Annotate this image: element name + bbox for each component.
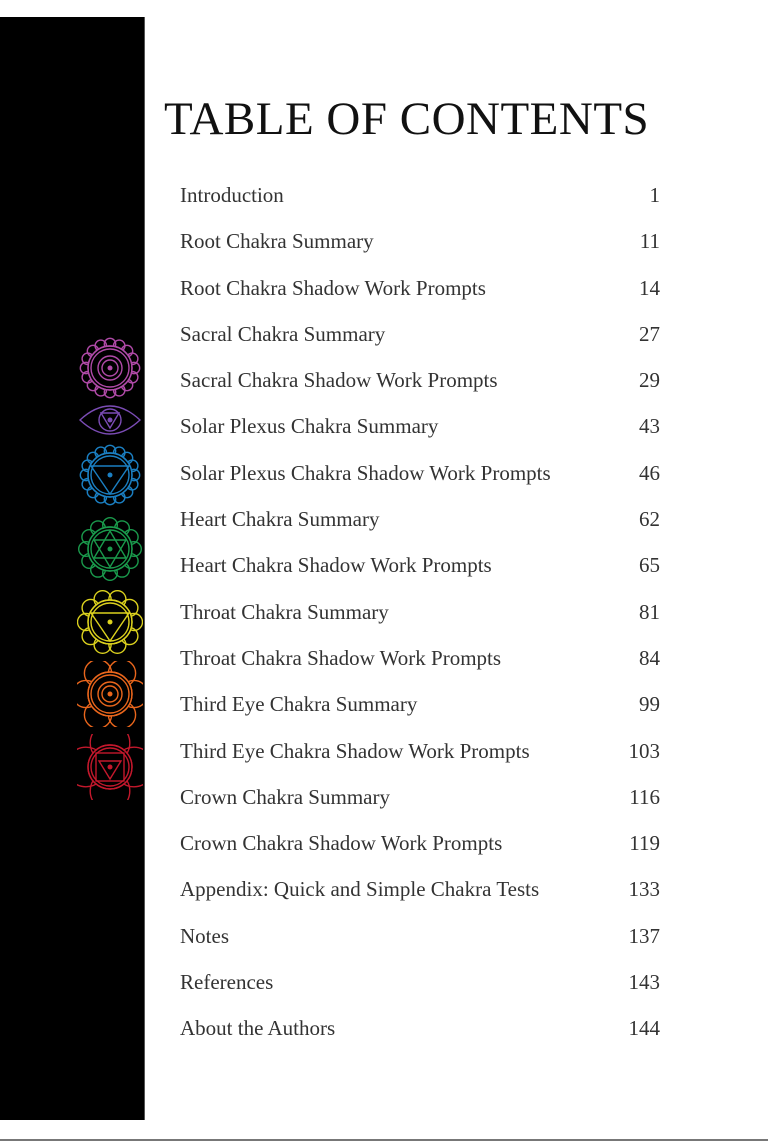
table-of-contents <box>180 180 660 1060</box>
toc-entry-label: Solar Plexus Chakra Shadow Work Prompts <box>180 460 551 485</box>
toc-entry-label: Sacral Chakra Summary <box>180 321 386 346</box>
toc-entry-label: Heart Chakra Summary <box>180 507 380 532</box>
toc-entry-label: Appendix: Quick and Simple Chakra Tests <box>180 877 540 902</box>
toc-entry-page: 27 <box>639 321 660 346</box>
toc-entry-label: Root Chakra Shadow Work Prompts <box>180 275 486 300</box>
sacral-chakra-icon <box>77 661 143 727</box>
toc-entry[interactable] <box>180 874 660 920</box>
toc-entry-page: 133 <box>628 877 660 902</box>
page-title: TABLE OF CONTENTS <box>164 93 650 145</box>
toc-entry-page: 11 <box>639 229 660 254</box>
toc-entry[interactable] <box>180 921 660 967</box>
toc-entry-label: Throat Chakra Summary <box>180 599 389 624</box>
toc-entry-page: 84 <box>639 645 660 670</box>
toc-entry-label: About the Authors <box>180 1016 336 1041</box>
toc-entry[interactable] <box>180 273 660 319</box>
toc-entry[interactable] <box>180 689 660 735</box>
toc-entry[interactable] <box>180 319 660 365</box>
solar-plexus-chakra-icon <box>77 589 143 655</box>
toc-entry[interactable] <box>180 828 660 874</box>
toc-entry-label: Crown Chakra Shadow Work Prompts <box>180 831 503 856</box>
root-chakra-icon <box>77 734 143 800</box>
toc-entry-label: Heart Chakra Shadow Work Prompts <box>180 553 492 578</box>
toc-entry[interactable] <box>180 411 660 457</box>
toc-entry-page: 65 <box>639 553 660 578</box>
toc-entry[interactable] <box>180 967 660 1013</box>
toc-entry-page: 29 <box>639 368 660 393</box>
toc-entry-page: 143 <box>628 970 660 995</box>
toc-entry[interactable] <box>180 782 660 828</box>
toc-entry-page: 144 <box>628 1016 660 1041</box>
toc-entry-page: 103 <box>628 738 660 763</box>
toc-entry-page: 46 <box>639 460 660 485</box>
toc-entry-label: Solar Plexus Chakra Summary <box>180 414 439 439</box>
toc-entry[interactable] <box>180 180 660 226</box>
toc-entry[interactable] <box>180 365 660 411</box>
toc-entry-label: Sacral Chakra Shadow Work Prompts <box>180 368 498 393</box>
toc-entry-label: Introduction <box>180 183 284 207</box>
toc-entry-page: 119 <box>629 831 660 856</box>
toc-entry[interactable] <box>180 1013 660 1059</box>
toc-entry[interactable] <box>180 736 660 782</box>
toc-entry-page: 99 <box>639 692 660 717</box>
toc-entry-label: Crown Chakra Summary <box>180 784 390 809</box>
toc-entry-page: 62 <box>639 507 660 532</box>
throat-chakra-icon <box>77 442 143 508</box>
toc-entry-page: 43 <box>639 414 660 439</box>
toc-entry[interactable] <box>180 550 660 596</box>
toc-entry-page: 137 <box>628 923 660 948</box>
toc-entry-page: 1 <box>649 183 660 207</box>
toc-entry-label: Notes <box>180 923 229 948</box>
toc-entry-label: Third Eye Chakra Summary <box>180 692 418 717</box>
toc-entry-label: Throat Chakra Shadow Work Prompts <box>180 645 502 670</box>
heart-chakra-icon <box>77 516 143 582</box>
toc-entry[interactable] <box>180 597 660 643</box>
toc-entry-page: 14 <box>639 275 660 300</box>
toc-entry-page: 81 <box>639 599 660 624</box>
toc-entry[interactable] <box>180 643 660 689</box>
toc-entry-page: 116 <box>629 784 660 809</box>
chakra-icons <box>0 0 144 1142</box>
toc-entry[interactable] <box>180 504 660 550</box>
toc-entry-label: Root Chakra Summary <box>180 229 374 254</box>
toc-entry-label: Third Eye Chakra Shadow Work Prompts <box>180 738 530 763</box>
toc-entry-label: References <box>180 970 274 995</box>
toc-entry[interactable] <box>180 458 660 504</box>
page-divider <box>0 1139 768 1141</box>
toc-entry[interactable] <box>180 226 660 272</box>
